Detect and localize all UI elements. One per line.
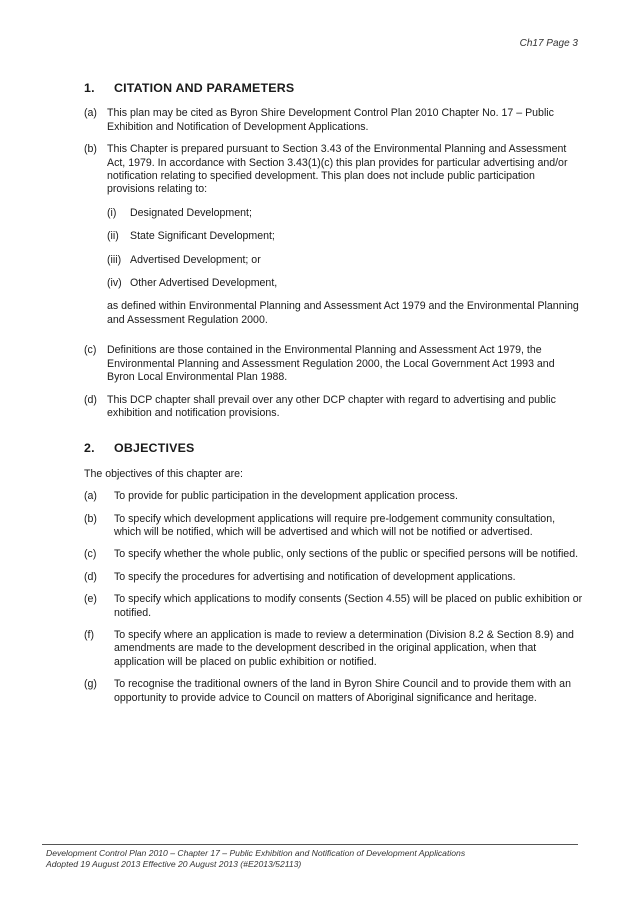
objective-item [84, 678, 584, 705]
paragraph-label: (d) [84, 393, 97, 406]
objective-label: (f) [84, 628, 94, 641]
section-number: 1. [84, 81, 95, 95]
paragraph-text: This DCP chapter shall prevail over any other DCP chapter with regard to advertising and public exhibition and notification provisions. [107, 393, 556, 419]
list-item-text: Other Advertised Development, [130, 277, 278, 290]
document-body [84, 82, 584, 714]
objective-text: To specify whether the whole public, only sections of the public or specified persons will be notified. [114, 548, 579, 561]
paragraph-label: (c) [84, 344, 97, 357]
objective-item [84, 490, 584, 503]
section-heading-citation [84, 82, 584, 95]
paragraph-a [84, 107, 584, 134]
section-title: CITATION AND PARAMETERS [114, 81, 295, 95]
paragraph-c [84, 344, 584, 384]
objective-text: To specify which applications to modify consents (Section 4.55) will be placed on public exhibition or notified. [114, 593, 583, 619]
section-intro: The objectives of this chapter are: [84, 467, 243, 480]
objective-item [84, 593, 584, 620]
development-type-list [107, 207, 584, 291]
objective-label: (e) [84, 593, 97, 606]
paragraph-text: This Chapter is prepared pursuant to Section 3.43 of the Environmental Planning and Assessment Act, 1979. In accordance with Section 3.43(1)(c) this plan provides for particular advertising and/or notification relating to specified development. This plan does not include public participation provisions relating to: [107, 143, 568, 196]
objective-item [84, 571, 584, 584]
section-number: 2. [84, 441, 95, 456]
list-item-label: (iii) [107, 253, 122, 266]
objective-text: To provide for public participation in the development application process. [114, 490, 458, 503]
objective-label: (b) [84, 512, 97, 525]
paragraph-d [84, 394, 584, 421]
section-title: OBJECTIVES [114, 441, 195, 456]
paragraph-label: (a) [84, 107, 97, 120]
objective-label: (a) [84, 490, 97, 503]
paragraph-text: This plan may be cited as Byron Shire Development Control Plan 2010 Chapter No. 17 – Public Exhibition and Notification of Development Applications. [107, 107, 554, 133]
page-number-label: Ch17 Page 3 [519, 38, 578, 49]
list-item [107, 277, 584, 290]
page-footer [46, 848, 465, 869]
list-item-text: State Significant Development; [130, 230, 275, 243]
objective-item [84, 513, 584, 540]
objective-label: (c) [84, 548, 97, 561]
objective-label: (g) [84, 678, 97, 691]
paragraph-label: (b) [84, 143, 97, 156]
objective-text: To recognise the traditional owners of the land in Byron Shire Council and to provide them with an opportunity to provide advice to Council on matters of Aboriginal significance and heritage. [114, 678, 571, 704]
footer-adoption-info: Adopted 19 August 2013 Effective 20 August 2013 (#E2013/52113) [46, 858, 302, 869]
objective-item [84, 629, 584, 669]
list-item-text: Advertised Development; or [130, 253, 261, 266]
list-item [107, 230, 584, 243]
objective-label: (d) [84, 570, 97, 583]
list-item-label: (iv) [107, 277, 122, 290]
footer-document-title: Development Control Plan 2010 – Chapter 17 – Public Exhibition and Notification of Development Applications [46, 848, 466, 858]
footer-divider [42, 844, 578, 845]
list-item-label: (i) [107, 206, 117, 219]
paragraph-b [84, 143, 584, 335]
objective-text: To specify which development applications will require pre-lodgement community consultation, which will be notified, which will be advertised and which will not be notified or advertised. [114, 512, 556, 538]
list-item-text: Designated Development; [130, 206, 252, 219]
objective-text: To specify the procedures for advertising and notification of development applications. [114, 570, 516, 583]
section-heading-objectives [84, 442, 584, 455]
list-item [107, 254, 584, 267]
objective-text: To specify where an application is made to review a determination (Division 8.2 & Section 8.9) and amendments are made to the development described in the original application, when that application will be placed on public exhibition or notified. [114, 628, 574, 668]
objective-item [84, 548, 584, 561]
list-item [107, 207, 584, 220]
list-item-label: (ii) [107, 230, 119, 243]
paragraph-note: as defined within Environmental Planning and Assessment Act 1979 and the Environmental Planning and Assessment Regulation 2000. [107, 300, 579, 326]
paragraph-text: Definitions are those contained in the Environmental Planning and Assessment Act 1979, the Environmental Planning and Assessment Regulation 2000, the Local Government Act 1993 and Byron Local Environmental Plan 1988. [107, 344, 555, 384]
